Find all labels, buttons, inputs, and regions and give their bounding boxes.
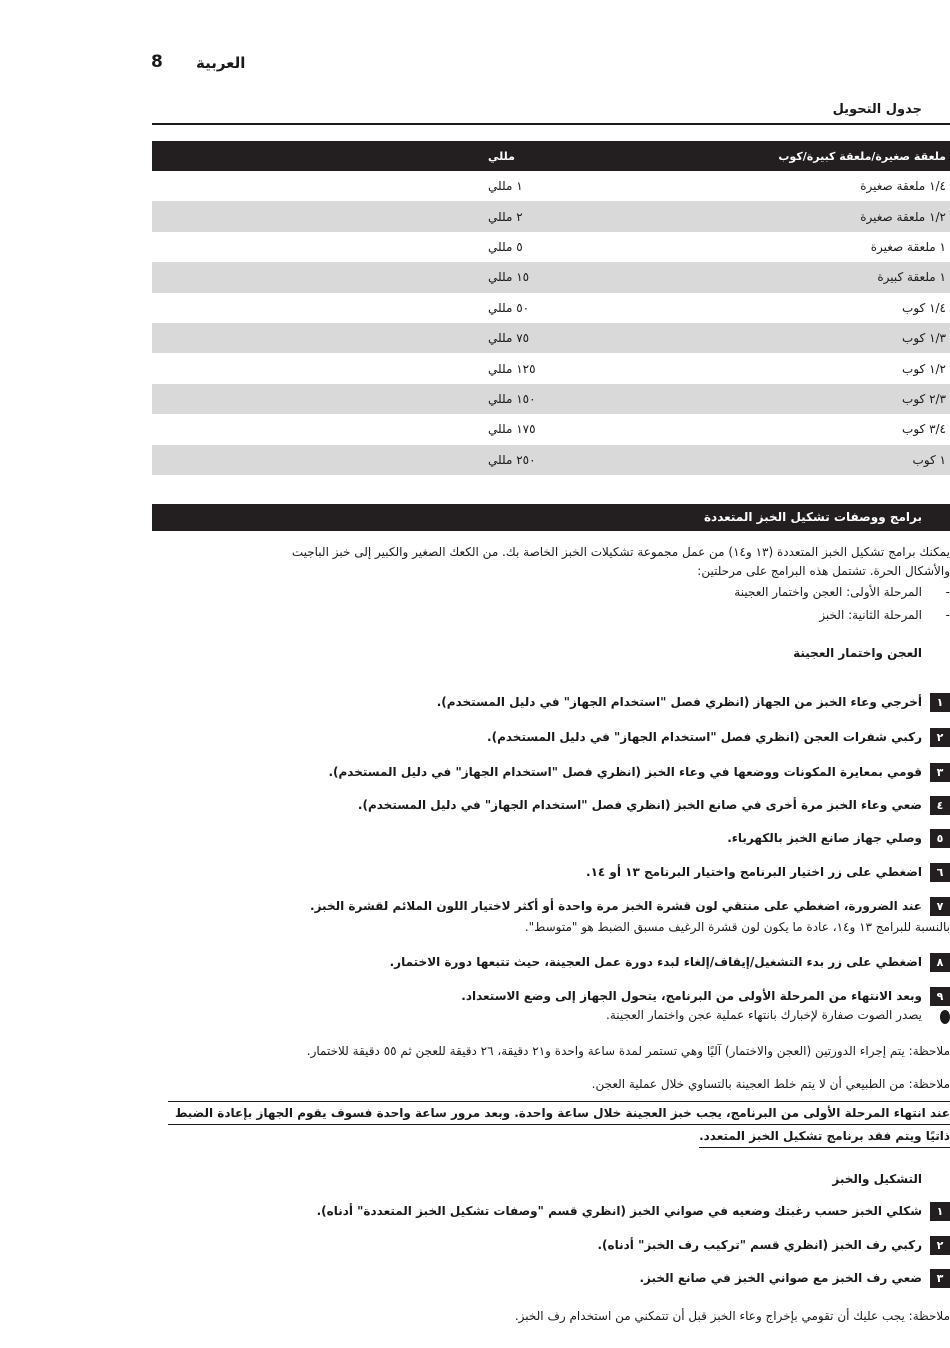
warning-block <box>168 1101 950 1148</box>
step-number: ٤ <box>930 796 950 815</box>
table-cell: ٥ مللي <box>488 239 523 254</box>
table-cell: ١/٢ كوب <box>902 361 946 376</box>
conversion-table <box>152 141 950 475</box>
step-text: ركبي شفرات العجن (انظري فصل "استخدام الجهاز" في دليل المستخدم). <box>487 730 922 744</box>
dash-marker: - <box>945 608 950 622</box>
table-cell: ١ ملعقة صغيرة <box>870 239 946 254</box>
step-number: ٢ <box>930 1236 950 1255</box>
bullet-text: يصدر الصوت صفارة لإخبارك بانتهاء عملية عجن واختمار العجينة. <box>606 1008 922 1022</box>
step-number: ٣ <box>930 763 950 782</box>
table-cell: ١ مللي <box>488 179 523 194</box>
phases-list <box>160 585 950 631</box>
warning-line: عند انتهاء المرحلة الأولى من البرنامج، يجب خبز العجينة خلال ساعة واحدة. وبعد مرور ساعة واحدة فسوف يقوم الجهاز بإعادة الضبط <box>168 1101 950 1125</box>
step-item <box>160 1236 950 1258</box>
table-row <box>152 353 950 383</box>
note-text: ملاحظة: يجب عليك أن تقومي بإخراج وعاء الخبز قبل أن تتمكني من استخدام رف الخبز. <box>514 1309 950 1323</box>
column-header-ml: مللي <box>488 149 515 163</box>
step-item <box>160 953 950 975</box>
intro-line: يمكنك برامج تشكيل الخبز المتعددة (١٣ و١٤) من عمل مجموعة تشكيلات الخبز الخاصة بك. من الكعك الصغير والكبير إلى خبز الباجيت <box>291 545 950 559</box>
step-item <box>160 693 950 715</box>
programs-section-title: برامج ووصفات تشكيل الخبز المتعددة <box>703 510 922 524</box>
table-cell: ٥٠ مللي <box>488 300 530 315</box>
step-item <box>160 763 950 785</box>
table-row <box>152 384 950 414</box>
step-text: قومي بمعايرة المكونات ووضعها في وعاء الخبز (انظري فصل "استخدام الجهاز" في دليل المستخدم). <box>328 765 922 779</box>
step-item <box>160 829 950 851</box>
kneading-heading: العجن واختمار العجينة <box>793 646 922 660</box>
step-item <box>160 863 950 885</box>
step-number: ٨ <box>930 953 950 972</box>
table-cell: ١/٤ كوب <box>902 300 946 315</box>
table-row <box>152 323 950 353</box>
phase-text: المرحلة الأولى: العجن واختمار العجينة <box>734 585 922 599</box>
table-cell: ١٥٠ مللي <box>488 391 536 406</box>
column-header-spoons: ملعقة صغيرة/ملعقة كبيرة/كوب <box>778 149 946 163</box>
list-item <box>160 585 950 608</box>
conversion-table-title: جدول التحويل <box>832 102 922 117</box>
step-number: ٦ <box>930 863 950 882</box>
step-number: ٧ <box>930 897 950 916</box>
table-row <box>152 293 950 323</box>
note-text: ملاحظة: يتم إجراء الدورتين (العجن والاختمار) آليًا وهي تستمر لمدة ساعة واحدة و٢١ دقيقة، ٢٦ دقيقة للعجن ثم ٥٥ دقيقة للاختمار. <box>306 1044 950 1058</box>
step-item <box>160 897 950 939</box>
table-cell: ٢٥٠ مللي <box>488 452 536 467</box>
dash-marker: - <box>945 585 950 599</box>
step-item <box>160 796 950 818</box>
step-item <box>160 987 950 1031</box>
table-header <box>152 141 950 171</box>
step-number: ٥ <box>930 829 950 848</box>
table-cell: ٣/٤ كوب <box>902 422 946 437</box>
step-text: وبعد الانتهاء من المرحلة الأولى من البرنامج، يتحول الجهاز إلى وضع الاستعداد. <box>461 989 922 1003</box>
section-divider <box>152 123 950 125</box>
table-cell: ١٧٥ مللي <box>488 422 536 437</box>
step-text: اضغطي على زر بدء التشغيل/إيقاف/إلغاء لبدء دورة عمل العجينة، حيث تتبعها دورة الاختمار. <box>389 955 922 969</box>
table-cell: ٧٥ مللي <box>488 331 530 346</box>
table-row <box>152 171 950 201</box>
programs-intro <box>160 543 950 581</box>
step-text: ضعي رف الخبز مع صواني الخبز في صانع الخبز. <box>639 1271 922 1285</box>
step-number: ٣ <box>930 1269 950 1288</box>
table-cell: ١٢٥ مللي <box>488 361 536 376</box>
page-number: 8 <box>151 52 163 72</box>
step-text: وصلي جهاز صانع الخبز بالكهرباء. <box>727 831 922 845</box>
step-text: اضغطي على زر اختيار البرنامج واختيار البرنامج ١٣ أو ١٤. <box>586 865 922 879</box>
table-cell: ١/٤ ملعقة صغيرة <box>860 179 946 194</box>
table-cell: ١ ملعقة كبيرة <box>877 270 946 285</box>
table-row <box>152 445 950 475</box>
intro-line: والأشكال الحرة. تشتمل هذه البرامج على مرحلتين: <box>697 564 950 578</box>
step-text: ركبي رف الخبز (انظري قسم "تركيب رف الخبز" أدناه). <box>597 1238 922 1252</box>
warning-line: ذاتيًا ويتم فقد برنامج تشكيل الخبز المتعدد. <box>699 1125 950 1148</box>
page-language: العربية <box>196 54 246 72</box>
programs-section-header <box>152 504 950 531</box>
bullet-icon <box>940 1010 950 1024</box>
step-item <box>160 728 950 750</box>
table-row <box>152 201 950 231</box>
step-text: أخرجي وعاء الخبز من الجهاز (انظري فصل "استخدام الجهاز" في دليل المستخدم). <box>436 695 922 709</box>
table-row <box>152 232 950 262</box>
step-number: ١ <box>930 1202 950 1221</box>
step-item <box>160 1269 950 1291</box>
step-number: ٩ <box>930 987 950 1006</box>
list-item <box>160 608 950 631</box>
table-cell: ١/٢ ملعقة صغيرة <box>860 209 946 224</box>
step-number: ٢ <box>930 728 950 747</box>
table-cell: ٢/٣ كوب <box>902 391 946 406</box>
table-row <box>152 414 950 444</box>
note-text: ملاحظة: من الطبيعي أن لا يتم خلط العجينة بالتساوي خلال عملية العجن. <box>591 1077 950 1091</box>
warning-line-wrap <box>168 1125 950 1148</box>
phase-text: المرحلة الثانية: الخبز <box>819 608 922 622</box>
step-item <box>160 1202 950 1224</box>
shaping-heading: التشكيل والخبز <box>832 1172 922 1186</box>
step-number: ١ <box>930 693 950 712</box>
step-text: عند الضرورة، اضغطي على منتقي لون قشرة الخبز مرة واحدة أو أكثر لاختيار اللون الملائم لقشرة الخبز. <box>310 899 922 913</box>
table-cell: ٢ مللي <box>488 209 523 224</box>
step-text: شكلي الخبز حسب رغبتك وضعيه في صواني الخبز (انظري قسم "وصفات تشكيل الخبز المتعددة" أدناه). <box>316 1204 922 1218</box>
table-cell: ١ كوب <box>912 452 946 467</box>
table-cell: ١/٣ كوب <box>902 331 946 346</box>
table-cell: ١٥ مللي <box>488 270 530 285</box>
step-subtext: بالنسبة للبرامج ١٣ و١٤، عادة ما يكون لون قشرة الرغيف مسبق الضبط هو "متوسط". <box>524 920 950 934</box>
step-text: ضعي وعاء الخبز مرة أخرى في صانع الخبز (انظري فصل "استخدام الجهاز" في دليل المستخدم). <box>357 798 922 812</box>
table-row <box>152 262 950 292</box>
